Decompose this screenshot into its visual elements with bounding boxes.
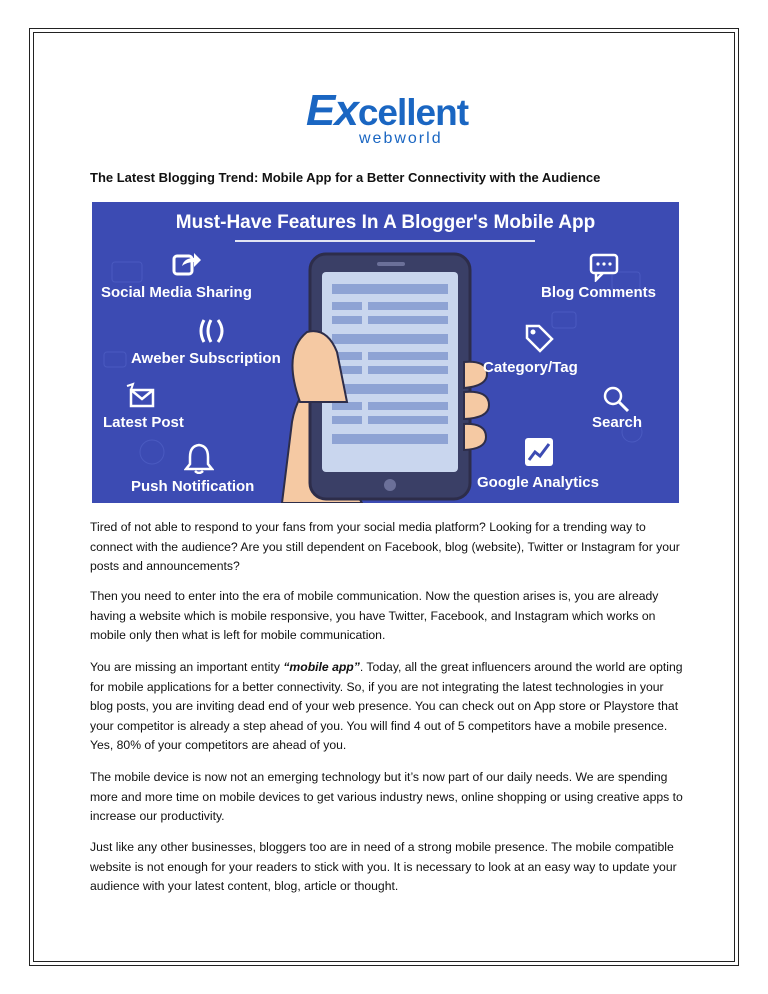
paragraph-3-text <box>90 658 685 756</box>
paragraph-1 <box>90 518 685 577</box>
mobile-app-emphasis: “mobile app” <box>283 660 360 674</box>
paragraph-5-text: Just like any other businesses, bloggers too are in need of a strong mobile presence. The mobile compatible website is not enough for your readers to stick with you. It is necessary to look at an easy way to update your audience with your latest content, blog, article or thought. <box>90 840 677 893</box>
paragraph-1-text: Tired of not able to respond to your fans from your social media platform? Looking for a trending way to connect with the audience? Are you still dependent on Facebook, blog (website), Twitter or Instagram for your posts and announcements? <box>90 520 680 573</box>
paragraph-2-text: Then you need to enter into the era of mobile communication. Now the question arises is, you are already having a website which is mobile responsive, you have Twitter, Facebook, and Instagram which works on mobile only then what is left for mobile communication. <box>90 589 659 642</box>
excellent-webworld-logo <box>300 86 470 154</box>
page-title: The Latest Blogging Trend: Mobile App for a Better Connectivity with the Audience <box>90 170 601 185</box>
paragraph-3 <box>90 658 685 756</box>
paragraph-3-lead: You are missing an important entity <box>90 660 284 674</box>
bell-icon <box>184 442 214 474</box>
feature-latest-post: Latest Post <box>103 414 184 431</box>
comments-icon <box>588 252 620 282</box>
logo-subtitle: webworld <box>359 130 443 147</box>
paragraph-2 <box>90 587 685 646</box>
feature-social-media-sharing: Social Media Sharing <box>101 284 252 301</box>
paragraph-5 <box>90 838 685 897</box>
feature-blog-comments: Blog Comments <box>541 284 657 301</box>
feature-search: Search <box>592 414 643 431</box>
aweber-icon <box>198 316 228 346</box>
logo-ex: Ex <box>306 86 358 135</box>
share-icon <box>172 250 202 276</box>
feature-category-tag: Category/Tag <box>483 359 578 376</box>
banner-title: Must-Have Features In A Blogger's Mobile App <box>175 212 596 233</box>
tag-icon <box>523 322 555 354</box>
logo-wordmark <box>306 86 468 136</box>
feature-google-analytics: Google Analytics <box>477 474 599 491</box>
paragraph-4 <box>90 768 685 827</box>
search-icon <box>602 385 630 413</box>
feature-aweber-subscription: Aweber Subscription <box>131 350 281 367</box>
features-banner-image <box>92 202 679 503</box>
latest-post-icon <box>125 382 157 410</box>
analytics-icon <box>523 436 555 468</box>
feature-push-notification: Push Notification <box>131 478 255 495</box>
logo-cellent: cellent <box>357 92 469 133</box>
paragraph-3-rest: . Today, all the great influencers around the world are opting for mobile applications for a better connectivity. So, if you are not integrating the latest technologies in your blog posts, you are inviting dead end of your web presence. You can check out on App store or Playstore that your competitor is already a step ahead of you. You will find 4 out of 5 competitors have a mobile presence. Yes, 80% of your competitors are ahead of you. <box>90 660 683 752</box>
paragraph-4-text: The mobile device is now not an emerging technology but it’s now part of our daily needs. We are spending more and more time on mobile devices to get various industry news, online shopping or using creative apps to increase our productivity. <box>90 770 683 823</box>
